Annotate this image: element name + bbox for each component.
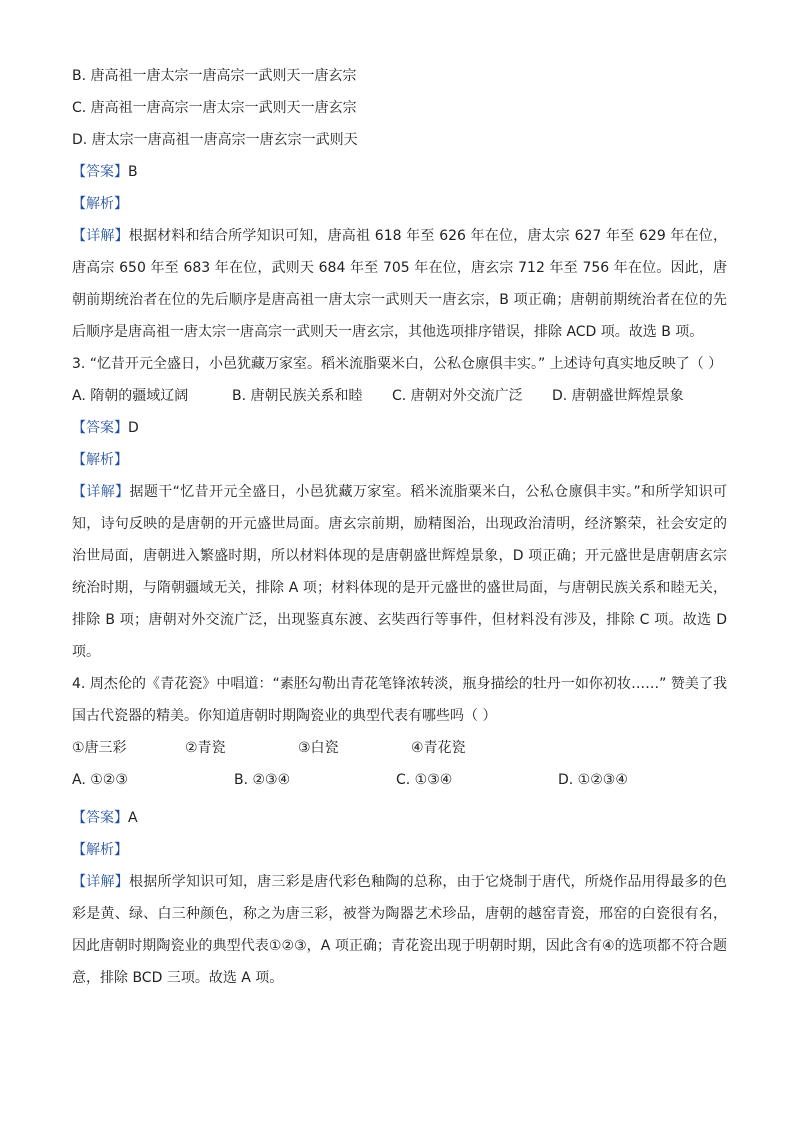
q3-options [72,380,727,412]
q4-option-b: B. ②③④ [234,772,291,788]
q3-analysis [72,444,727,476]
detail-tag: 【详解】 [72,484,130,500]
q4-answer [72,802,727,834]
q3-option-b: B. 唐朝民族关系和睦 [232,388,363,404]
q3-stem: 3. “忆昔开元全盛日，小邑犹藏万家室。稻米流脂粟米白，公私仓廪俱丰实。” 上述诗句真实地反映了（ ） [72,356,723,372]
q3-option-c: C. 唐朝对外交流广泛 [392,388,523,404]
q4-stem: 4. 周杰伦的《青花瓷》中唱道：“素胚勾勒出青花笔锋浓转淡，瓶身描绘的牡丹一如你初妆……” 赞美了我国古代瓷器的精美。你知道唐朝时期陶瓷业的典型代表有哪些吗（ ） [72,676,727,724]
detail-text: 根据所学知识可知，唐三彩是唐代彩色釉陶的总称，由于它烧制于唐代，所烧作品用得最多的色彩是黄、绿、白三种颜色，称之为唐三彩，被誉为陶器艺术珍品，唐朝的越窑青瓷，邢窑的白瓷很有名，因此唐朝时期陶瓷业的典型代表①②③，A 项正确；青花瓷出现于明朝时期，因此含有④的选项都不符合题意，排除 BCD 三项。故选 A 项。 [72,874,728,986]
answer-value: D [128,420,139,436]
q2-option-b: B. 唐高祖一唐太宗一唐高宗一武则天一唐玄宗 [72,68,357,84]
q4-analysis [72,834,727,866]
q2-answer [72,156,727,188]
q4-items [72,732,727,764]
q3-option-a: A. 隋朝的疆域辽阔 [72,388,189,404]
q4-item-3: ③白瓷 [298,740,339,756]
q4-item-4: ④青花瓷 [411,740,466,756]
detail-tag: 【详解】 [72,874,129,890]
analysis-tag: 【解析】 [72,196,128,212]
exam-page [72,60,727,994]
q4-item-2: ②青瓷 [185,740,226,756]
answer-value: A [128,810,138,826]
q4-options [72,764,727,796]
answer-tag: 【答案】 [72,164,128,180]
q4-option-c: C. ①③④ [396,772,453,788]
answer-value: B [128,164,138,180]
q4-option-a: A. ①②③ [72,772,128,788]
q2-option-d: D. 唐太宗一唐高祖一唐高宗一唐玄宗一武则天 [72,132,358,148]
answer-tag: 【答案】 [72,810,128,826]
q2-detail [72,220,727,348]
detail-tag: 【详解】 [72,228,129,244]
q3-answer [72,412,727,444]
analysis-tag: 【解析】 [72,452,128,468]
detail-text: 据题干“忆昔开元全盛日，小邑犹藏万家室。稻米流脂粟米白，公私仓廪俱丰实。”和所学知识可知，诗句反映的是唐朝的开元盛世局面。唐玄宗前期，励精图治，出现政治清明，经济繁荣，社会安定的治世局面，唐朝进入繁盛时期，所以材料体现的是唐朝盛世辉煌景象，D 项正确；开元盛世是唐朝唐玄宗统治时期，与隋朝疆域无关，排除 A 项；材料体现的是开元盛世的盛世局面，与唐朝民族关系和睦无关，排除 B 项；唐朝对外交流广泛，出现鉴真东渡、玄奘西行等事件，但材料没有涉及，排除 C 项。故选 D 项。 [72,484,727,660]
q4-option-d: D. ①②③④ [558,772,628,788]
answer-tag: 【答案】 [72,420,128,436]
q2-analysis [72,188,727,220]
q2-option-c: C. 唐高祖一唐高宗一唐太宗一武则天一唐玄宗 [72,100,357,116]
q4-item-1: ①唐三彩 [72,740,127,756]
q3-option-d: D. 唐朝盛世辉煌景象 [552,388,684,404]
q3-detail [72,476,727,668]
q4-detail [72,866,727,994]
analysis-tag: 【解析】 [72,842,128,858]
detail-text: 根据材料和结合所学知识可知，唐高祖 618 年至 626 年在位，唐太宗 627 年至 629 年在位，唐高宗 650 年至 683 年在位，武则天 684 年至 705 年在位，唐玄宗 712 年至 756 年在位。因此，唐朝前期统治者在位的先后顺序是唐高祖一唐太宗一武则天一唐玄宗，B 项正确；唐朝前期统治者在位的先后顺序是唐高祖一唐太宗一唐高宗一武则天一唐玄宗，其他选项排序错误，排除 ACD 项。故选 B 项。 [72,228,727,340]
